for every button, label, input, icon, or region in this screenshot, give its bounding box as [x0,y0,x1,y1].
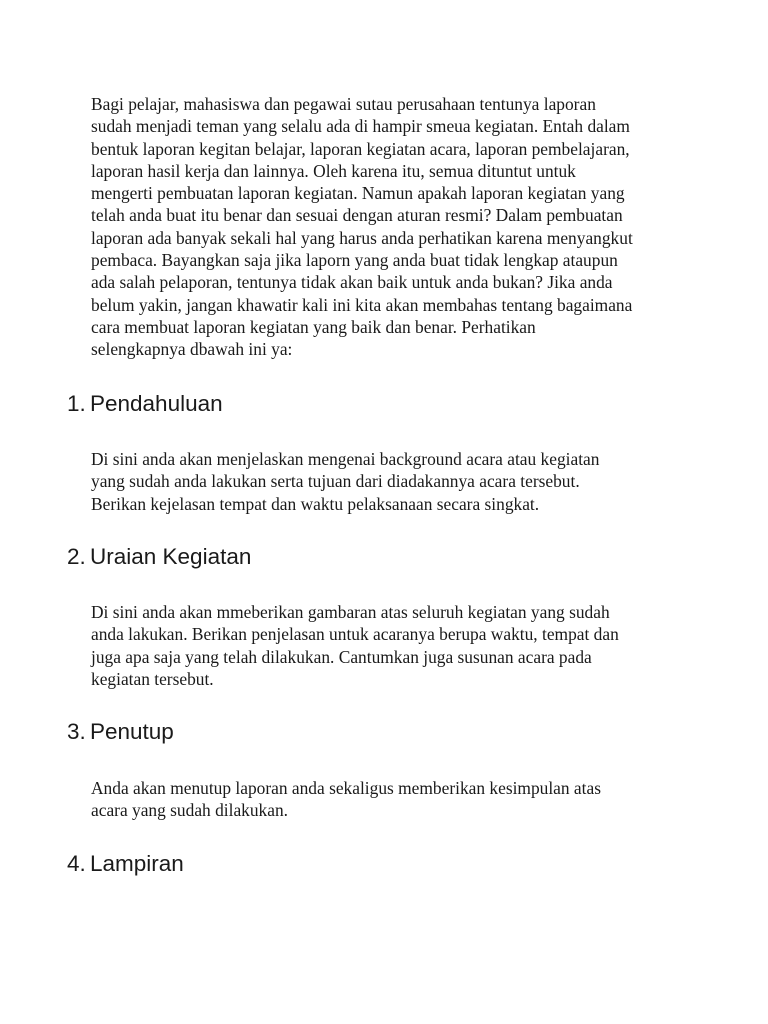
section-heading-pendahuluan [67,390,223,418]
section-number: 1. [67,391,86,416]
section-body-penutup: Anda akan menutup laporan anda sekaligus memberikan kesimpulan atas acara yang sudah dilakukan. [91,778,601,821]
section-number: 3. [67,719,86,744]
section-title: Lampiran [90,851,184,876]
section-title: Penutup [90,719,174,744]
section-number: 2. [67,544,86,569]
section-heading-lampiran [67,850,184,878]
section-body-uraian-kegiatan: Di sini anda akan mmeberikan gambaran atas seluruh kegiatan yang sudah anda lakukan. Berikan penjelasan untuk acaranya berupa waktu, tempat dan juga apa saja yang telah dilakukan. Cantumkan juga susunan acara pada kegiatan tersebut. [91,602,619,689]
section-title: Pendahuluan [90,391,223,416]
section-heading-penutup [67,718,174,746]
section-title: Uraian Kegiatan [90,544,252,569]
section-body-pendahuluan: Di sini anda akan menjelaskan mengenai background acara atau kegiatan yang sudah anda lakukan serta tujuan dari diadakannya acara tersebut. Berikan kejelasan tempat dan waktu pelaksanaan secara singkat. [91,449,600,514]
section-heading-uraian-kegiatan [67,543,251,571]
intro-paragraph: Bagi pelajar, mahasiswa dan pegawai sutau perusahaan tentunya laporan sudah menjadi teman yang selalu ada di hampir smeua kegiatan. Entah dalam bentuk laporan kegitan belajar, laporan kegiatan acara, laporan pembelajaran, laporan hasil kerja dan lainnya. Oleh karena itu, semua dituntut untuk mengerti pembuatan laporan kegiatan. Namun apakah laporan kegiatan yang telah anda buat itu benar dan sesuai dengan aturan resmi? Dalam pembuatan laporan ada banyak sekali hal yang harus anda perhatikan karena menyangkut pembaca. Bayangkan saja jika laporn yang anda buat tidak lengkap ataupun ada salah pelaporan, tentunya tidak akan baik untuk anda bukan? Jika anda belum yakin, jangan khawatir kali ini kita akan membahas tentang bagaimana cara membuat laporan kegiatan yang baik dan benar. Perhatikan selengkapnya dbawah ini ya: [91,94,633,360]
section-number: 4. [67,851,86,876]
